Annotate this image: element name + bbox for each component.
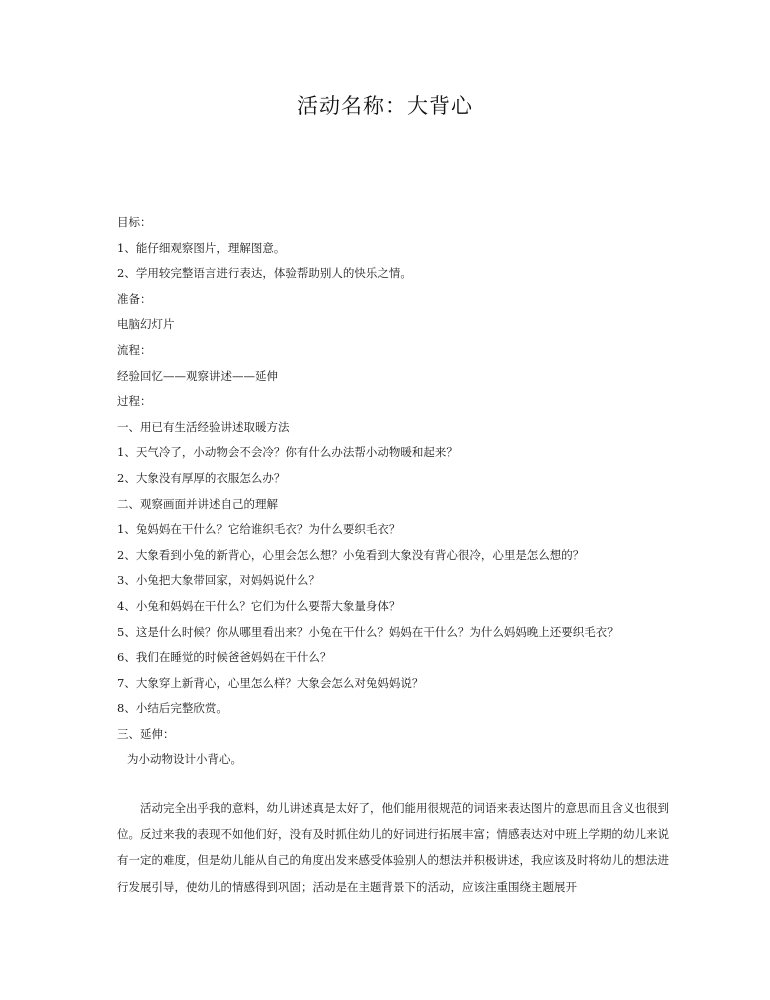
page-title: 活动名称：大背心: [297, 94, 473, 118]
section-heading-goals: 目标：: [117, 215, 152, 229]
section-heading-flow: 流程：: [117, 342, 152, 357]
lesson-plan-body: [117, 210, 677, 773]
goal-item: 1、能仔细观察图片，理解图意。: [117, 240, 286, 255]
process-item: 1、兔妈妈在干什么？它给谁织毛衣？为什么要织毛衣？: [117, 522, 401, 537]
process-item: 6、我们在睡觉的时候爸爸妈妈在干什么？: [117, 650, 332, 665]
process-item: 4、小兔和妈妈在干什么？它们为什么要帮大象量身体？: [117, 598, 401, 613]
process-item: 2、大象没有厚厚的衣服怎么办？: [117, 470, 286, 485]
process-item: 1、天气冷了，小动物会不会冷？你有什么办法帮小动物暖和起来？: [117, 445, 458, 460]
section-heading-preparation: 准备：: [117, 291, 152, 306]
process-item: 7、大象穿上新背心，心里怎么样？大象会怎么对兔妈妈说？: [117, 675, 424, 690]
process-item: 5、这是什么时候？你从哪里看出来？小兔在干什么？妈妈在干什么？为什么妈妈晚上还要织毛衣？: [117, 624, 619, 639]
extension-item: 为小动物设计小背心。: [127, 752, 242, 767]
process-item: 8、小结后完整欣赏。: [117, 701, 228, 716]
process-item: 3、小兔把大象带回家，对妈妈说什么？: [117, 573, 320, 588]
preparation-item: 电脑幻灯片: [117, 317, 175, 332]
goal-item: 2、学用较完整语言进行表达，体验帮助别人的快乐之情。: [117, 266, 412, 281]
section-heading-process: 过程：: [117, 394, 152, 409]
process-subheading: 二、观察画面并讲述自己的理解: [117, 496, 278, 511]
process-subheading: 一、用已有生活经验讲述取暖方法: [117, 419, 290, 434]
flow-item: 经验回忆——观察讲述——延伸: [117, 368, 278, 383]
reflection-paragraph: 活动完全出乎我的意料，幼儿讲述真是太好了，他们能用很规范的词语来表达图片的意思而且含义也很到位。反过来我的表现不如他们好，没有及时抓住幼儿的好词进行拓展丰富；情感表达对中班上学期的幼儿来说有一定的难度，但是幼儿能从自己的角度出发来感受体验别人的想法并积极讲述，我应该及时将幼儿的想法进行发展引导，使幼儿的情感得到巩固；活动是在主题背景下的活动，应该注重围绕主题展开: [117, 801, 669, 894]
process-subheading: 三、延伸：: [117, 726, 175, 741]
process-item: 2、大象看到小兔的新背心，心里会怎么想？小兔看到大象没有背心很冷，心里是怎么想的？: [117, 547, 585, 562]
